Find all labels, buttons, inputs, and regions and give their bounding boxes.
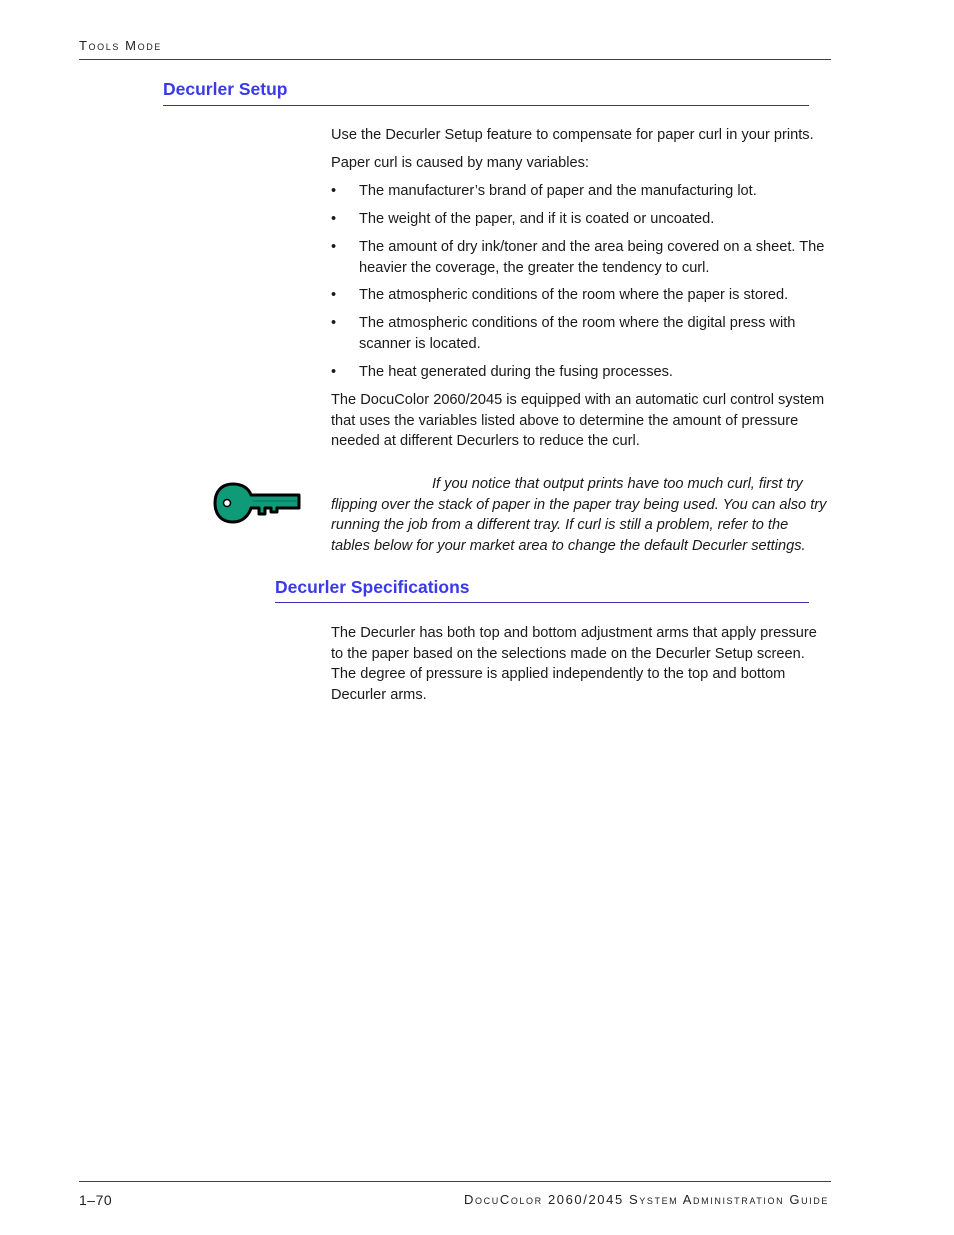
running-header: Tools Mode: [79, 38, 162, 53]
section-title-rule: [163, 105, 809, 106]
header-rule: [79, 59, 831, 60]
key-icon: [213, 481, 303, 527]
bullet-icon: •: [331, 287, 337, 303]
bullet-icon: •: [331, 211, 337, 227]
page-number: 1–70: [79, 1192, 113, 1208]
variables-lead-paragraph: Paper curl is caused by many variables:: [331, 155, 589, 171]
bullet-icon: •: [331, 183, 337, 199]
spec-paragraph: The Decurler has both top and bottom adjustment arms that apply pressure to the paper based on the selections made on the Decurler Setup screen. The degree of pressure is applied independently to the top and bottom Decurler arms.: [331, 625, 817, 703]
section-title-decurler-setup: Decurler Setup: [163, 79, 288, 99]
summary-paragraph: The DocuColor 2060/2045 is equipped with an automatic curl control system that uses the variables listed above to determine the amount of pressure needed at different Decurlers to reduce the curl.: [331, 392, 825, 449]
running-footer: DocuColor 2060/2045 System Administration Guide: [464, 1192, 829, 1207]
intro-paragraph: Use the Decurler Setup feature to compensate for paper curl in your prints.: [331, 127, 814, 143]
note-text: If you notice that output prints have too much curl, first try flipping over the stack of paper in the paper tray being used. You can also try running the job from a different tray. If curl is still a problem, refer to the tables below for your market area to change the default Decurler settings.: [331, 476, 827, 554]
bullet-icon: •: [331, 315, 337, 331]
section-title-rule: [275, 602, 809, 603]
bullet-icon: •: [331, 239, 337, 255]
section-title-decurler-specifications: Decurler Specifications: [275, 577, 470, 597]
footer-rule: [79, 1181, 831, 1182]
bullet-icon: •: [331, 364, 337, 380]
